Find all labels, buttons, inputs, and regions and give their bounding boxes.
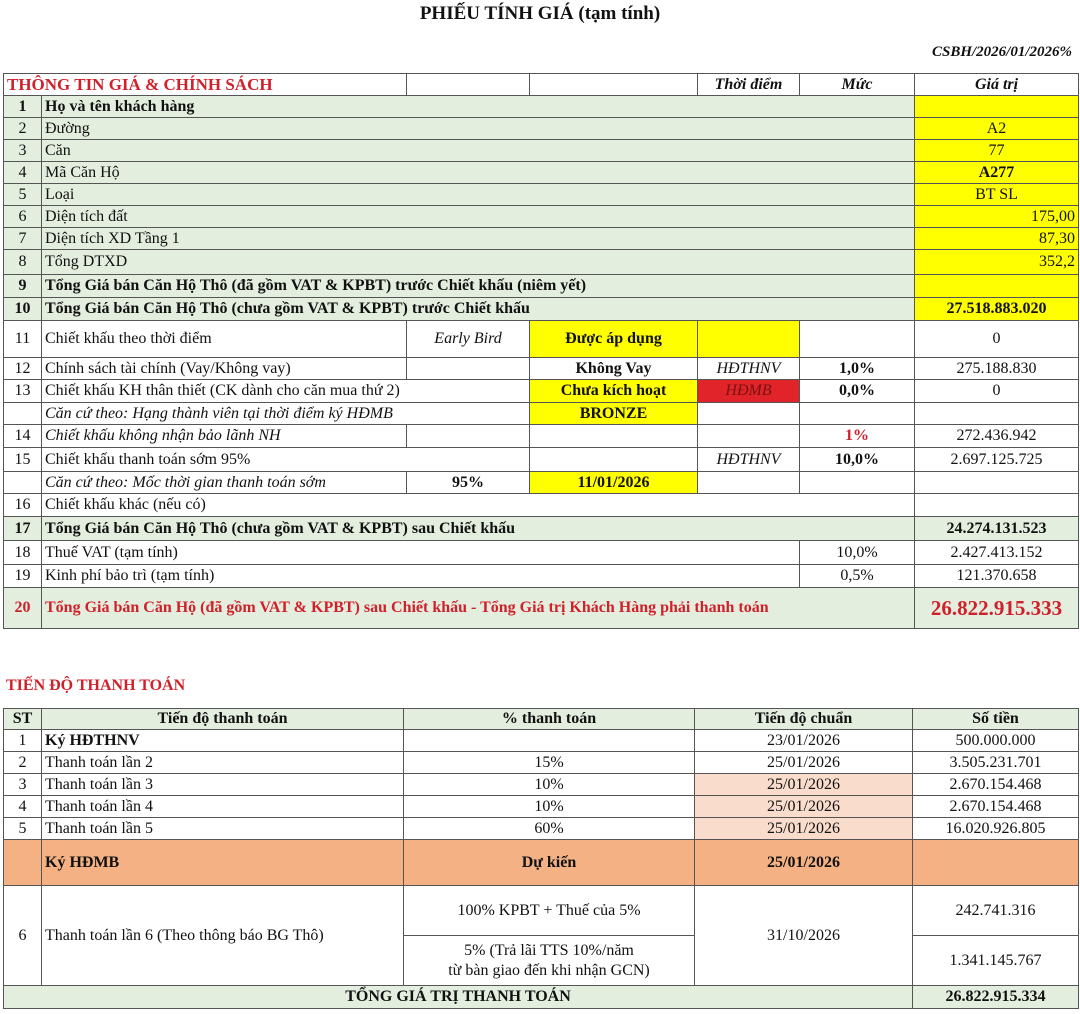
unit-value: 77 [915,140,1079,162]
page-title: PHIẾU TÍNH GIÁ (tạm tính) [419,3,661,24]
col-level-header: Mức [800,74,915,96]
price-row-7: 7 Diện tích XD Tầng 1 87,30 [4,228,1079,250]
col-value-header: Giá trị [915,74,1079,96]
price-row-13b: Căn cứ theo: Hạng thành viên tại thời điểm ký HĐMB BRONZE [4,403,1079,425]
total-area-value: 352,2 [915,250,1079,275]
schedule-row-6a: 6 Thanh toán lần 6 (Theo thông báo BG Thô) 100% KPBT + Thuế của 5% 31/10/2026 242.741.316 [4,886,1079,936]
floor1-area-value: 87,30 [915,228,1079,250]
price-row-11: 11 Chiết khấu theo thời điểm Early Bird Được áp dụng 0 [4,321,1079,358]
member-tier: BRONZE [530,403,698,425]
policy-code: CSBH/2026/01/2026% [931,44,1072,60]
street-value: A2 [915,118,1079,140]
early-pay-date: 11/01/2026 [530,472,698,494]
schedule-row-6b: 5% (Trả lãi TTS 10%/năm từ bàn giao đến khi nhận GCN) 1.341.145.767 [4,936,1079,986]
customer-name-label: Họ và tên khách hàng [42,96,915,118]
net-price-value: 24.274.131.523 [915,517,1079,541]
schedule-row: 1 Ký HĐTHNV 23/01/2026 500.000.000 [4,730,1079,752]
schedule-row: 4 Thanh toán lần 4 10% 25/01/2026 2.670.154.468 [4,796,1079,818]
price-row-12: 12 Chính sách tài chính (Vay/Không vay) Không Vay HĐTHNV 1,0% 275.188.830 [4,358,1079,380]
early-pay-pct: 95% [407,472,530,494]
price-row-20: 20 Tổng Giá bán Căn Hộ (đã gồm VAT & KPBT) sau Chiết khấu - Tổng Giá trị Khách Hàng phải thanh toán 26.822.915.333 [4,588,1079,629]
price-row-10: 10 Tổng Giá bán Căn Hộ Thô (chưa gồm VAT & KPBT) trước Chiết khấu 27.518.883.020 [4,298,1079,321]
section-title-schedule: TIẾN ĐỘ THANH TOÁN [6,677,186,694]
loyalty-time: HĐMB [698,380,800,403]
loan-status: Không Vay [530,358,698,380]
unit-code-value: A277 [915,162,1079,184]
loyalty-status: Chưa kích hoạt [530,380,698,403]
price-row-4: 4 Mã Căn Hộ A277 [4,162,1079,184]
price-row-19: 19 Kinh phí bảo trì (tạm tính) 0,5% 121.370.658 [4,565,1079,588]
price-row-3: 3 Căn 77 [4,140,1079,162]
price-row-16: 16 Chiết khấu khác (nếu có) [4,494,1079,517]
grand-total-value: 26.822.915.333 [915,588,1079,629]
early-bird-label: Early Bird [407,321,530,358]
section-title-price: THÔNG TIN GIÁ & CHÍNH SÁCH [4,74,407,96]
price-row-9: 9 Tổng Giá bán Căn Hộ Thô (đã gồm VAT & KPBT) trước Chiết khấu (niêm yết) [4,275,1079,298]
price-header-row [4,74,1079,96]
price-row-14: 14 Chiết khấu không nhận bảo lãnh NH 1% 272.436.942 [4,425,1079,448]
price-row-15b: Căn cứ theo: Mốc thời gian thanh toán sớm 95% 11/01/2026 [4,472,1079,494]
col-time-header: Thời điểm [698,74,800,96]
schedule-row: 2 Thanh toán lần 2 15% 25/01/2026 3.505.231.701 [4,752,1079,774]
list-price-value: 27.518.883.020 [915,298,1079,321]
schedule-header-row: ST Tiến độ thanh toán % thanh toán Tiến độ chuẩn Số tiền [4,709,1079,730]
schedule-total-row: TỔNG GIÁ TRỊ THANH TOÁN 26.822.915.334 [4,986,1079,1009]
schedule-row: 3 Thanh toán lần 3 10% 25/01/2026 2.670.154.468 [4,774,1079,796]
price-row-1: 1 Họ và tên khách hàng [4,96,1079,118]
price-row-17: 17 Tổng Giá bán Căn Hộ Thô (chưa gồm VAT & KPBT) sau Chiết khấu 24.274.131.523 [4,517,1079,541]
hdmb-row: Ký HĐMB Dự kiến 25/01/2026 [4,840,1079,886]
type-value: BT SL [915,184,1079,206]
early-bird-status: Được áp dụng [530,321,698,358]
customer-name-value [915,96,1079,118]
price-row-8: 8 Tổng DTXD 352,2 [4,250,1079,275]
schedule-total-value: 26.822.915.334 [913,986,1079,1009]
price-table [3,73,1079,629]
price-row-5: 5 Loại BT SL [4,184,1079,206]
price-row-6: 6 Diện tích đất 175,00 [4,206,1079,228]
schedule-row: 5 Thanh toán lần 5 60% 25/01/2026 16.020.926.805 [4,818,1079,840]
price-row-13: 13 Chiết khấu KH thân thiết (CK dành cho căn mua thứ 2) Chưa kích hoạt HĐMB 0,0% 0 [4,380,1079,403]
price-row-15: 15 Chiết khấu thanh toán sớm 95% HĐTHNV 10,0% 2.697.125.725 [4,448,1079,472]
land-area-value: 175,00 [915,206,1079,228]
price-row-2: 2 Đường A2 [4,118,1079,140]
price-row-18: 18 Thuế VAT (tạm tính) 10,0% 2.427.413.152 [4,541,1079,565]
schedule-table [3,708,1079,1009]
